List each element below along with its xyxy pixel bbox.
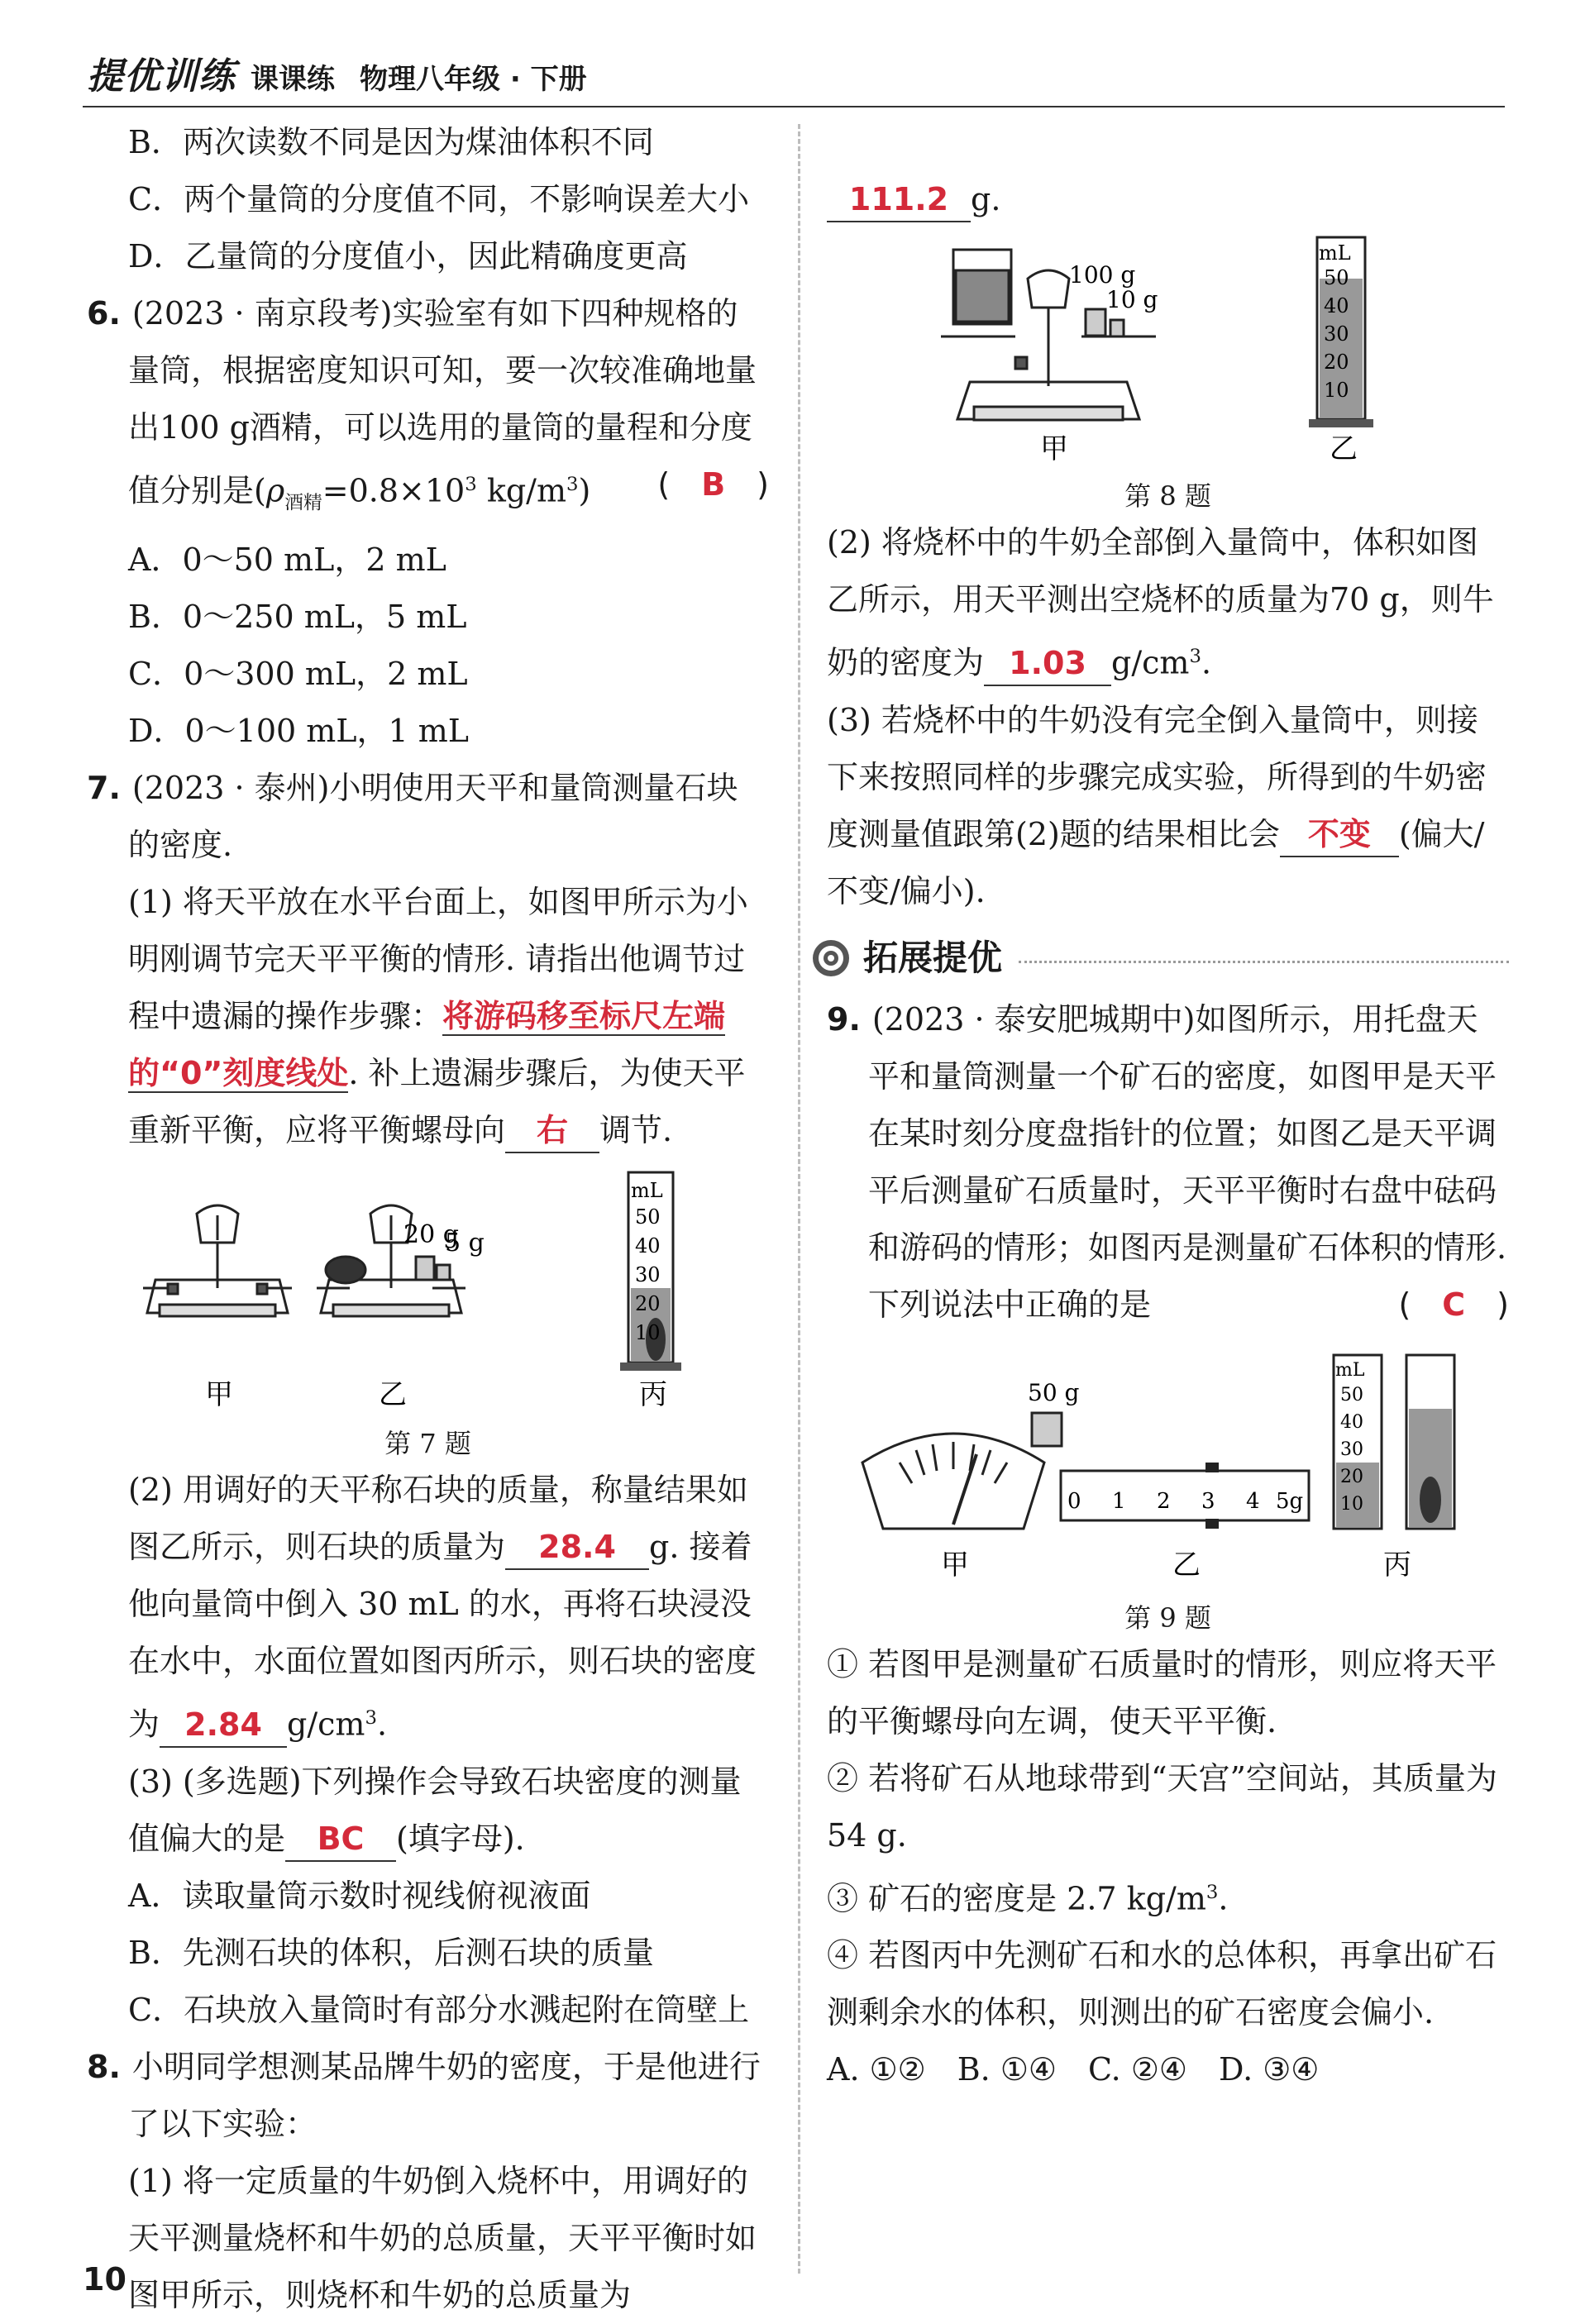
q8-weight-100g: 100 g: [1068, 261, 1135, 289]
q9-s3-end: .: [1218, 1880, 1229, 1917]
q8-scale-30: 30: [1323, 322, 1349, 346]
q8-p1-text: (1) 将一定质量的牛奶倒入烧杯中，用调好的天平测量烧杯和牛奶的总质量，天平平衡时如图甲所示，则烧杯和牛奶的总质量为: [128, 2162, 757, 2313]
q7-p1-text2: . 补上遗漏步骤后，为使天平重新平衡，应将平衡螺母向: [128, 1055, 746, 1149]
q6-stem: (2023 · 南京段考)实验室有如下四种规格的量筒，根据密度知识可知，要一次较准确地量出100 g酒精，可以选用的量筒的量程和分度值分别是(: [128, 295, 757, 509]
q7-scale-30: 30: [634, 1263, 661, 1287]
column-divider: [798, 124, 800, 2274]
q9-s3-exp: 3: [1205, 1881, 1219, 1903]
q9-s3-text: ③ 矿石的密度是 2.7 kg/m: [827, 1880, 1206, 1917]
q7-p1-answer2: 右: [505, 1109, 599, 1153]
q8-figure-caption: 第 8 题: [1124, 480, 1211, 512]
question-9: [827, 991, 1509, 1334]
q9-answer: C: [1442, 1286, 1466, 1323]
q9-statement-2: ② 若将矿石从地球带到“天宫”空间站，其质量为 54 g.: [827, 1759, 1497, 1854]
q7-option-a: A．读取量筒示数时视线俯视液面: [128, 1877, 591, 1914]
q6-answer: B: [701, 466, 726, 503]
q9-dial-jia: [862, 1434, 1044, 1529]
q6-number: 6.: [87, 295, 121, 332]
q8-p3-text: (3) 若烧杯中的牛奶没有完全倒入量筒中，则接下来按照同样的步骤完成实验，所得到的牛奶密度测量值跟第(2)题的结果相比会: [827, 701, 1487, 852]
brand-logo: 提优训练: [87, 55, 236, 98]
q7-p2-unit: g/cm: [287, 1706, 365, 1743]
q9-number: 9.: [827, 1000, 861, 1038]
q7-p1-text: (1) 将天平放在水平台面上，如图甲所示为小明刚调节完天平平衡的情形. 请指出他调节过程中遗漏的操作步骤：: [128, 884, 748, 1035]
q8-part1-cont: [827, 57, 1509, 171]
q9-scale-unit: mL: [1334, 1359, 1364, 1381]
target-icon: [810, 938, 852, 979]
q7-scale-10: 10: [634, 1321, 661, 1345]
q7-label-bing: 丙: [638, 1378, 667, 1412]
q8-p3-answer: 不变: [1280, 813, 1399, 857]
q5-option-d: D．乙量筒的分度值小，因此精确度更高: [128, 238, 688, 274]
q7-scale-50: 50: [634, 1205, 661, 1229]
q7-balance-jia: [143, 1205, 292, 1316]
q6-option-a: A．0～50 mL，2 mL: [128, 542, 446, 579]
q6-option-c: C．0～300 mL，2 mL: [128, 656, 468, 693]
q7-p2-answer1: 28.4: [505, 1525, 649, 1570]
page-header: [87, 50, 587, 99]
question-7: [87, 760, 769, 874]
q7-label-yi: 乙: [378, 1378, 407, 1412]
q9-scale-30: 30: [1339, 1439, 1363, 1460]
rho-symbol: ρ: [265, 472, 285, 509]
q7-weight-5g: 5 g: [444, 1229, 485, 1258]
q8-part1-answer-line: [827, 171, 1509, 228]
q8-scale-unit: mL: [1318, 241, 1351, 265]
q7-part3: [87, 1754, 769, 1868]
question-6: [87, 285, 769, 532]
q8-scale-50: 50: [1323, 266, 1349, 289]
q8-p2-end: .: [1201, 644, 1212, 681]
section-heading: [810, 925, 1509, 991]
question-8: [87, 2039, 769, 2153]
q9-ruler-0: 0: [1067, 1488, 1081, 1514]
q9-statement-1: ① 若图甲是测量矿石质量时的情形，则应将天平的平衡螺母向左调，使天平平衡.: [827, 1645, 1497, 1739]
q8-number: 8.: [87, 2048, 121, 2085]
q6-unit-exp: 3: [566, 474, 579, 495]
q9-scale-10: 10: [1339, 1493, 1363, 1515]
q7-p2-answer2: 2.84: [160, 1703, 287, 1748]
q9-ruler-4: 4: [1245, 1488, 1260, 1514]
q8-scale-40: 40: [1323, 294, 1349, 317]
q9-ruler-2: 2: [1156, 1488, 1171, 1514]
q9-statement-4: ④ 若图丙中先测矿石和水的总体积，再拿出矿石测剩余水的体积，则测出的矿石密度会偏小.: [827, 1937, 1497, 2031]
q9-ruler-1: 1: [1111, 1488, 1126, 1514]
q8-label-jia: 甲: [1039, 432, 1068, 465]
q9-statement-3: [827, 1864, 1509, 1928]
q7-label-jia: 甲: [204, 1378, 233, 1412]
q7-p3-answer: BC: [285, 1817, 396, 1862]
q9-options: A. ①② B. ①④ C. ②④ D. ③④: [827, 2051, 1320, 2088]
q9-stem: (2023 · 泰安肥城期中)如图所示，用托盘天平和量筒测量一个矿石的密度，如图甲是天平在某时刻分度盘指针的位置；如图乙是天平调平后测量矿石质量时，天平平衡时右盘中砝码和游码的情形；如图丙是测量矿石体积的情形. 下列说法中正确的是: [868, 1000, 1507, 1323]
figure-7: [139, 1164, 718, 1420]
left-column: [87, 114, 769, 2313]
q7-weight-20g: 20 g: [403, 1220, 459, 1250]
q7-option-c: C．石块放入量筒时有部分水溅起附在筒壁上: [128, 1991, 750, 2028]
q8-stem: 小明同学想测某品牌牛奶的密度，于是他进行了以下实验：: [128, 2048, 761, 2142]
q8-label-yi: 乙: [1329, 432, 1358, 465]
q9-figure-caption: 第 9 题: [1124, 1601, 1211, 1634]
q7-scale-unit: mL: [630, 1179, 663, 1203]
q9-weight-50g: 50 g: [1027, 1378, 1079, 1406]
q6-close: ): [578, 472, 591, 509]
q8-p2-unit: g/cm: [1111, 644, 1190, 681]
section-dotted-line: [1019, 961, 1509, 963]
q8-p3-text2: (偏大/不变/偏小).: [827, 815, 1485, 909]
q8-p2-exp: 3: [1189, 646, 1201, 667]
q6-exp: 3: [465, 474, 477, 495]
section-title: 拓展提优: [863, 938, 1003, 979]
q8-p2-text: (2) 将烧杯中的牛奶全部倒入量筒中，体积如图乙所示，用天平测出空烧杯的质量为70 g，则牛奶的密度为: [827, 524, 1494, 681]
figure-8: [937, 233, 1400, 473]
q9-scale-50: 50: [1339, 1384, 1363, 1405]
q6-formula: =0.8×10: [322, 472, 465, 509]
q9-scale-40: 40: [1339, 1411, 1363, 1433]
q7-number: 7.: [87, 770, 121, 807]
q9-ruler-5g: 5g: [1275, 1488, 1303, 1514]
q7-p2-exp: 3: [365, 1707, 377, 1730]
q8-p1-answer: 111.2: [827, 178, 971, 222]
q7-p2-text2: g. 接着他向量筒中倒入 30 mL 的水，再将石块浸没在水中，水面位置如图丙所示，则石块的密度为: [128, 1529, 757, 1743]
q9-ruler-3: 3: [1201, 1488, 1215, 1514]
q8-part3: [827, 692, 1509, 920]
q7-p3-text2: (填字母).: [396, 1820, 525, 1857]
q8-scale-20: 20: [1323, 351, 1349, 374]
q6-unit: kg/m: [476, 472, 567, 509]
q8-scale-10: 10: [1323, 379, 1349, 402]
right-column: [827, 114, 1509, 2098]
q7-p1-answer1: 将游码移至标尺左端的“0”刻度线处: [128, 998, 726, 1092]
q7-scale-20: 20: [634, 1292, 661, 1316]
q9-scale-20: 20: [1339, 1466, 1363, 1487]
q7-p1-text3: 调节.: [599, 1112, 673, 1149]
q8-p1-unit: g.: [971, 181, 1001, 217]
q6-option-b: B．0～250 mL，5 mL: [128, 599, 467, 636]
page-number: 10: [83, 2261, 127, 2298]
q6-answer-bracket: ( B ): [657, 466, 769, 503]
q6-option-d: D．0～100 mL，1 mL: [128, 713, 470, 750]
q7-stem: (2023 · 泰州)小明使用天平和量筒测量石块的密度.: [128, 770, 738, 864]
q7-part2: [87, 1462, 769, 1754]
rho-subscript: 酒精: [284, 492, 322, 514]
subject-name: 物理八年级 · 下册: [360, 63, 587, 96]
q8-p2-answer: 1.03: [984, 642, 1111, 686]
q9-label-jia: 甲: [940, 1548, 969, 1582]
q8-weight-10g: 10 g: [1105, 286, 1158, 313]
q9-label-yi: 乙: [1172, 1548, 1201, 1582]
q8-part2: [827, 514, 1509, 692]
q5-option-c: C．两个量筒的分度值不同，不影响误差大小: [128, 181, 750, 217]
q9-answer-bracket: ( C ): [1398, 1286, 1509, 1323]
q7-part1: [87, 874, 769, 1159]
q7-p3-text: (3) (多选题)下列操作会导致石块密度的测量值偏大的是: [128, 1763, 742, 1857]
q7-p2-end: .: [376, 1706, 388, 1743]
q5-option-b: B．两次读数不同是因为煤油体积不同: [128, 124, 654, 160]
series-name: 课课练: [251, 63, 335, 96]
figure-9: [854, 1339, 1482, 1595]
q7-scale-40: 40: [634, 1234, 661, 1258]
q7-figure-caption: 第 7 题: [384, 1428, 471, 1460]
q7-option-b: B．先测石块的体积，后测石块的质量: [128, 1934, 654, 1971]
q7-p2-text: (2) 用调好的天平称石块的质量，称量结果如图乙所示，则石块的质量为: [128, 1472, 748, 1566]
q9-label-bing: 丙: [1382, 1548, 1411, 1582]
